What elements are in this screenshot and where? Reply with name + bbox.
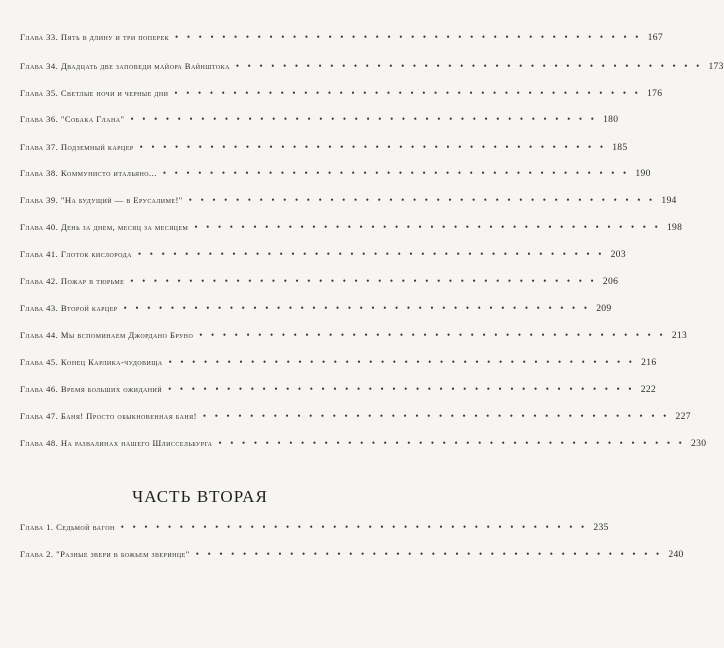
toc-entry[interactable] (20, 88, 663, 104)
toc-leader-dots: • • • • • • • • • • • • • • • • • • • • • • • • • • • • • • • • • • • • • • • • (130, 114, 598, 124)
toc-entry-title: Глава 34. Двадцать две заповеди майора Вайнштока (20, 61, 230, 71)
toc-page-number: 180 (603, 114, 619, 125)
toc-leader-dots: • • • • • • • • • • • • • • • • • • • • • • • • • • • • • • • • • • • • • • • • (202, 411, 670, 421)
toc-leader-dots: • • • • • • • • • • • • • • • • • • • • • • • • • • • • • • • • • • • • • • • • (194, 222, 661, 232)
toc-entry-title: Глава 39. "На будущий — в Ерусалиме!" (20, 195, 183, 205)
toc-leader-dots: • • • • • • • • • • • • • • • • • • • • • • • • • • • • • • • • • • • • • • • • (123, 303, 591, 313)
toc-page-number: 190 (635, 168, 651, 179)
toc-entry-title: Глава 36. "Собака Глана" (20, 114, 125, 124)
toc-leader-dots: • • • • • • • • • • • • • • • • • • • • • • • • • • • • • • • • • • • • • • • • (174, 88, 642, 98)
toc-page-number: 206 (602, 276, 619, 287)
toc-entry[interactable] (20, 384, 657, 400)
toc-entry[interactable] (20, 357, 657, 373)
toc-page-number: 213 (671, 330, 688, 341)
toc-leader-dots: • • • • • • • • • • • • • • • • • • • • • • • • • • • • • • • • • • • • • • • • (235, 61, 703, 71)
toc-entry[interactable] (20, 114, 619, 130)
toc-page-number: 194 (661, 195, 677, 206)
toc-page-number: 240 (668, 549, 684, 560)
toc-entry-title: Глава 35. Светлые ночи и черные дни (20, 88, 169, 98)
toc-entry[interactable] (20, 222, 683, 238)
toc-entry[interactable] (20, 411, 691, 427)
toc-entry-title: Глава 44. Мы вспоминаем Джордано Бруно (20, 330, 194, 340)
toc-leader-dots: • • • • • • • • • • • • • • • • • • • • • • • • • • • • • • • • • • • • • • • • (162, 168, 630, 178)
toc-entry[interactable] (20, 195, 677, 211)
toc-entry[interactable] (20, 438, 707, 454)
toc-entry-title: Глава 47. Баня! Просто обыкновенная баня! (20, 411, 197, 421)
toc-leader-dots: • • • • • • • • • • • • • • • • • • • • • • • • • • • • • • • • • • • • • • • • (188, 195, 656, 205)
toc-entry-title: Глава 46. Время больших ожиданий (20, 384, 163, 394)
toc-entry[interactable] (20, 168, 651, 184)
toc-entry[interactable] (20, 61, 724, 77)
toc-entry[interactable] (20, 32, 663, 48)
toc-leader-dots: • • • • • • • • • • • • • • • • • • • • • • • • • • • • • • • • • • • • • • • • (218, 438, 686, 448)
toc-entry-title: Глава 33. Пять в длину и три поперек (20, 32, 170, 42)
toc-entry-title: Глава 38. Коммунисто итальяно... (20, 168, 157, 178)
toc-entry[interactable] (20, 276, 619, 292)
toc-page-number: 227 (675, 411, 691, 422)
toc-entry[interactable] (20, 330, 688, 346)
toc-page-number: 230 (691, 438, 707, 449)
toc-entry[interactable] (20, 522, 609, 538)
toc-leader-dots: • • • • • • • • • • • • • • • • • • • • • • • • • • • • • • • • • • • • • • • • (199, 330, 666, 340)
toc-page-number: 216 (641, 357, 657, 368)
toc-entry-title: Глава 45. Конец Карлика-чудовища (20, 357, 163, 367)
toc-page-number: 203 (610, 249, 626, 260)
toc-entry-title: Глава 42. Пожар в тюрьме (20, 276, 125, 286)
toc-leader-dots: • • • • • • • • • • • • • • • • • • • • • • • • • • • • • • • • • • • • • • • • (168, 357, 636, 367)
toc-leader-dots: • • • • • • • • • • • • • • • • • • • • • • • • • • • • • • • • • • • • • • • • (120, 522, 588, 532)
toc-entry-title: Глава 2. "Разные звери в божьем зверинце" (20, 549, 190, 559)
toc-entry[interactable] (20, 303, 612, 319)
toc-entry-title: Глава 37. Подземный карцер (20, 142, 134, 152)
toc-entry-title: Глава 40. День за днем, месяц за месяцем (20, 222, 189, 232)
toc-leader-dots: • • • • • • • • • • • • • • • • • • • • • • • • • • • • • • • • • • • • • • • • (130, 276, 597, 286)
toc-entry-title: Глава 1. Седьмой вагон (20, 522, 115, 532)
toc-page-number: 167 (647, 32, 663, 43)
toc-entry[interactable] (20, 142, 628, 158)
toc-entry[interactable] (20, 249, 626, 265)
toc-leader-dots: • • • • • • • • • • • • • • • • • • • • • • • • • • • • • • • • • • • • • • • • (195, 549, 663, 559)
toc-page-number: 235 (593, 522, 609, 533)
toc-page-number: 198 (666, 222, 683, 233)
toc-leader-dots: • • • • • • • • • • • • • • • • • • • • • • • • • • • • • • • • • • • • • • • • (139, 142, 607, 152)
toc-leader-dots: • • • • • • • • • • • • • • • • • • • • • • • • • • • • • • • • • • • • • • • • (175, 32, 642, 42)
toc-page-number: 209 (596, 303, 612, 314)
toc-entry[interactable] (20, 549, 684, 565)
part-two-heading: ЧАСТЬ ВТОРАЯ (132, 487, 268, 506)
toc-entry-title: Глава 43. Второй карцер (20, 303, 118, 313)
toc-entry-title: Глава 41. Глоток кислорода (20, 249, 132, 259)
toc-leader-dots: • • • • • • • • • • • • • • • • • • • • • • • • • • • • • • • • • • • • • • • • (137, 249, 605, 259)
toc-entry-title: Глава 48. На развалинах нашего Шлиссельбурга (20, 438, 213, 448)
toc-page-number: 176 (647, 88, 663, 99)
toc-page-number: 173 (708, 61, 724, 72)
toc-page-number: 222 (640, 384, 657, 395)
toc-page-number: 185 (612, 142, 628, 153)
toc-leader-dots: • • • • • • • • • • • • • • • • • • • • • • • • • • • • • • • • • • • • • • • • (168, 384, 635, 394)
